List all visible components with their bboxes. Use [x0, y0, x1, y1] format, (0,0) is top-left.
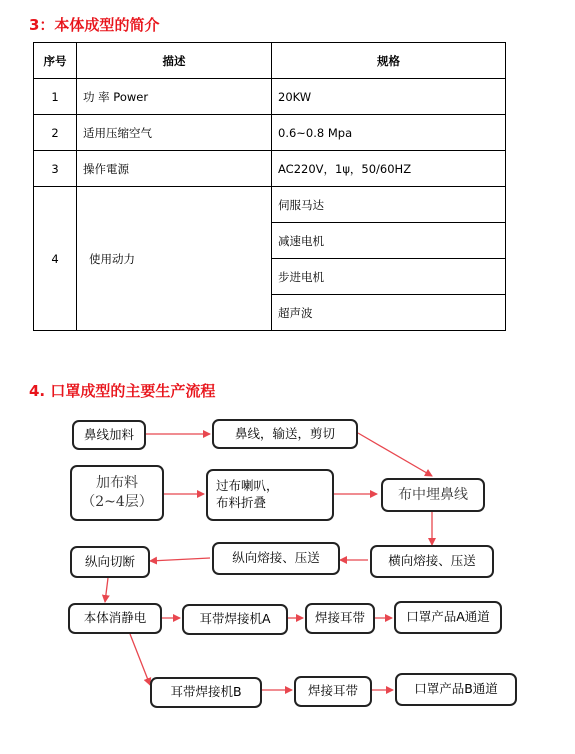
arrow [130, 634, 150, 685]
cell-desc: 适用压缩空气 [77, 115, 272, 151]
cell-spec: 超声波 [272, 295, 506, 331]
cell-spec: 0.6~0.8 Mpa [272, 115, 506, 151]
flow-node-long-weld: 纵向熔接、压送 [212, 542, 340, 575]
arrow [105, 578, 108, 602]
flow-node-horn-fold: 过布喇叭， 布料折叠 [206, 469, 334, 521]
cell-no: 4 [34, 187, 77, 331]
flow-node-destatic: 本体消静电 [68, 603, 162, 634]
header-desc: 描述 [77, 43, 272, 79]
cell-desc: 功 率 Power [77, 79, 272, 115]
flow-node-weld-ear-a: 焊接耳带 [305, 603, 375, 634]
arrow [150, 558, 210, 561]
flow-node-cross-weld: 横向熔接、压送 [370, 545, 494, 578]
cell-spec: 20KW [272, 79, 506, 115]
cell-spec: AC220V，1ψ，50/60HZ [272, 151, 506, 187]
cell-desc: 操作電源 [77, 151, 272, 187]
flow-node-channel-b: 口罩产品B通道 [395, 673, 517, 706]
flow-node-weld-ear-b: 焊接耳带 [294, 676, 372, 707]
cell-spec: 步进电机 [272, 259, 506, 295]
flow-node-embed-nose: 布中埋鼻线 [381, 478, 485, 512]
cell-spec: 减速电机 [272, 223, 506, 259]
header-spec: 规格 [272, 43, 506, 79]
cell-no: 3 [34, 151, 77, 187]
flow-node-nose-add: 鼻线加料 [72, 420, 146, 450]
section-3-title: 3：本体成型的简介 [29, 16, 160, 34]
header-no: 序号 [34, 43, 77, 79]
arrow [358, 433, 432, 476]
flow-node-ear-machine-b: 耳带焊接机B [150, 677, 262, 708]
flow-node-long-cut: 纵向切断 [70, 546, 150, 578]
flow-node-cloth-add: 加布料 （2~4层） [70, 465, 164, 521]
cell-no: 2 [34, 115, 77, 151]
flow-node-nose-feed: 鼻线，输送，剪切 [212, 419, 358, 449]
cell-no: 1 [34, 79, 77, 115]
section-4-title: 4. 口罩成型的主要生产流程 [29, 382, 216, 400]
flow-node-ear-machine-a: 耳带焊接机A [182, 604, 288, 635]
flow-node-channel-a: 口罩产品A通道 [394, 601, 502, 634]
cell-desc: 使用动力 [77, 187, 272, 331]
cell-spec: 伺服马达 [272, 187, 506, 223]
